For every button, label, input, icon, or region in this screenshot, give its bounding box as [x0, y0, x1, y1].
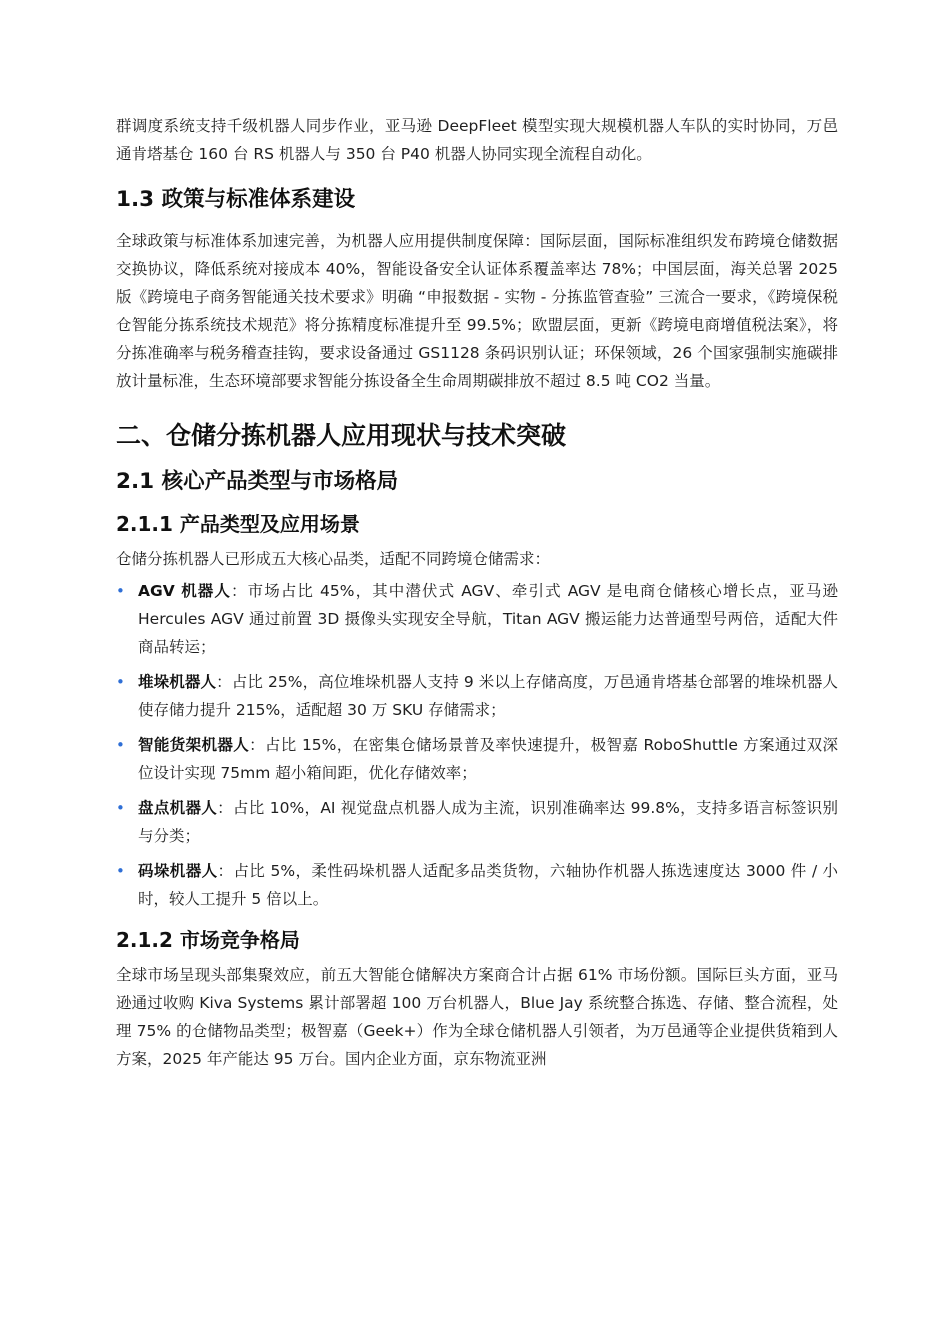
section-heading-2-1: 2.1 核心产品类型与市场格局	[116, 469, 399, 494]
bullet-icon: •	[116, 862, 125, 880]
section-heading-1-3: 1.3 政策与标准体系建设	[116, 187, 356, 212]
section-1-3-paragraph: 全球政策与标准体系加速完善，为机器人应用提供制度保障：国际层面，国际标准组织发布跨境仓储数据交换协议，降低系统对接成本 40%，智能设备安全认证体系覆盖率达 78%；中国层面，海关总署 2025 版《跨境电子商务智能通关技术要求》明确 “申报数据 - 实物 - 分拣监管查验” 三流合一要求，《跨境保税仓智能分拣系统技术规范》将分拣精度标准提升至 99.5%；欧盟层面，更新《跨境电商增值税法案》，将分拣准确率与税务稽查挂钩，要求设备通过 GS1128 条码识别认证；环保领域，26 个国家强制实施碳排放计量标准，生态环境部要求智能分拣设备全生命周期碳排放不超过 8.5 吨 CO2 当量。	[116, 232, 838, 390]
list-item-text: ：占比 15%，在密集仓储场景普及率快速提升，极智嘉 RoboShuttle 方案通过双深位设计实现 75mm 超小箱间距，优化存储效率；	[138, 736, 838, 782]
list-item	[116, 857, 838, 913]
list-item	[116, 577, 838, 661]
chapter-heading-2: 二、仓储分拣机器人应用现状与技术突破	[116, 421, 567, 450]
section-heading-2-1-2: 2.1.2 市场竞争格局	[116, 928, 300, 952]
list-item	[116, 731, 838, 787]
list-item	[116, 668, 838, 724]
list-item-text: ：占比 5%，柔性码垛机器人适配多品类货物，六轴协作机器人拣选速度达 3000 件 / 小时，较人工提升 5 倍以上。	[138, 862, 838, 908]
document-page	[116, 112, 838, 1073]
bullet-icon: •	[116, 582, 125, 600]
list-item-term: 智能货架机器人	[138, 736, 250, 754]
intro-paragraph: 群调度系统支持千级机器人同步作业，亚马逊 DeepFleet 模型实现大规模机器人车队的实时协同，万邑通肯塔基仓 160 台 RS 机器人与 350 台 P40 机器人协同实现全流程自动化。	[116, 117, 838, 163]
section-heading-2-1-1: 2.1.1 产品类型及应用场景	[116, 512, 360, 536]
bullet-icon: •	[116, 673, 125, 691]
list-item-term: 堆垛机器人	[138, 673, 217, 691]
list-item-text: ：占比 10%，AI 视觉盘点机器人成为主流，识别准确率达 99.8%，支持多语言标签识别与分类；	[138, 799, 838, 845]
section-2-1-1-intro: 仓储分拣机器人已形成五大核心品类，适配不同跨境仓储需求：	[116, 550, 551, 568]
list-item-text: ：市场占比 45%，其中潜伏式 AGV、牵引式 AGV 是电商仓储核心增长点，亚马逊 Hercules AGV 通过前置 3D 摄像头实现安全导航，Titan AGV 搬运能力达普通型号两倍，适配大件商品转运；	[138, 582, 838, 656]
product-type-list	[116, 577, 838, 913]
list-item-term: 盘点机器人	[138, 799, 218, 817]
section-2-1-2-paragraph: 全球市场呈现头部集聚效应，前五大智能仓储解决方案商合计占据 61% 市场份额。国际巨头方面，亚马逊通过收购 Kiva Systems 累计部署超 100 万台机器人，Blue Jay 系统整合拣选、存储、整合流程，处理 75% 的仓储物品类型；极智嘉（Geek+）作为全球仓储机器人引领者，为万邑通等企业提供货箱到人方案，2025 年产能达 95 万台。国内企业方面，京东物流亚洲	[116, 966, 838, 1068]
bullet-icon: •	[116, 799, 125, 817]
list-item-term: AGV 机器人	[138, 582, 232, 600]
list-item-term: 码垛机器人	[138, 862, 218, 880]
list-item-text: ：占比 25%，高位堆垛机器人支持 9 米以上存储高度，万邑通肯塔基仓部署的堆垛机器人使存储力提升 215%，适配超 30 万 SKU 存储需求；	[138, 673, 838, 719]
list-item	[116, 794, 838, 850]
bullet-icon: •	[116, 736, 125, 754]
